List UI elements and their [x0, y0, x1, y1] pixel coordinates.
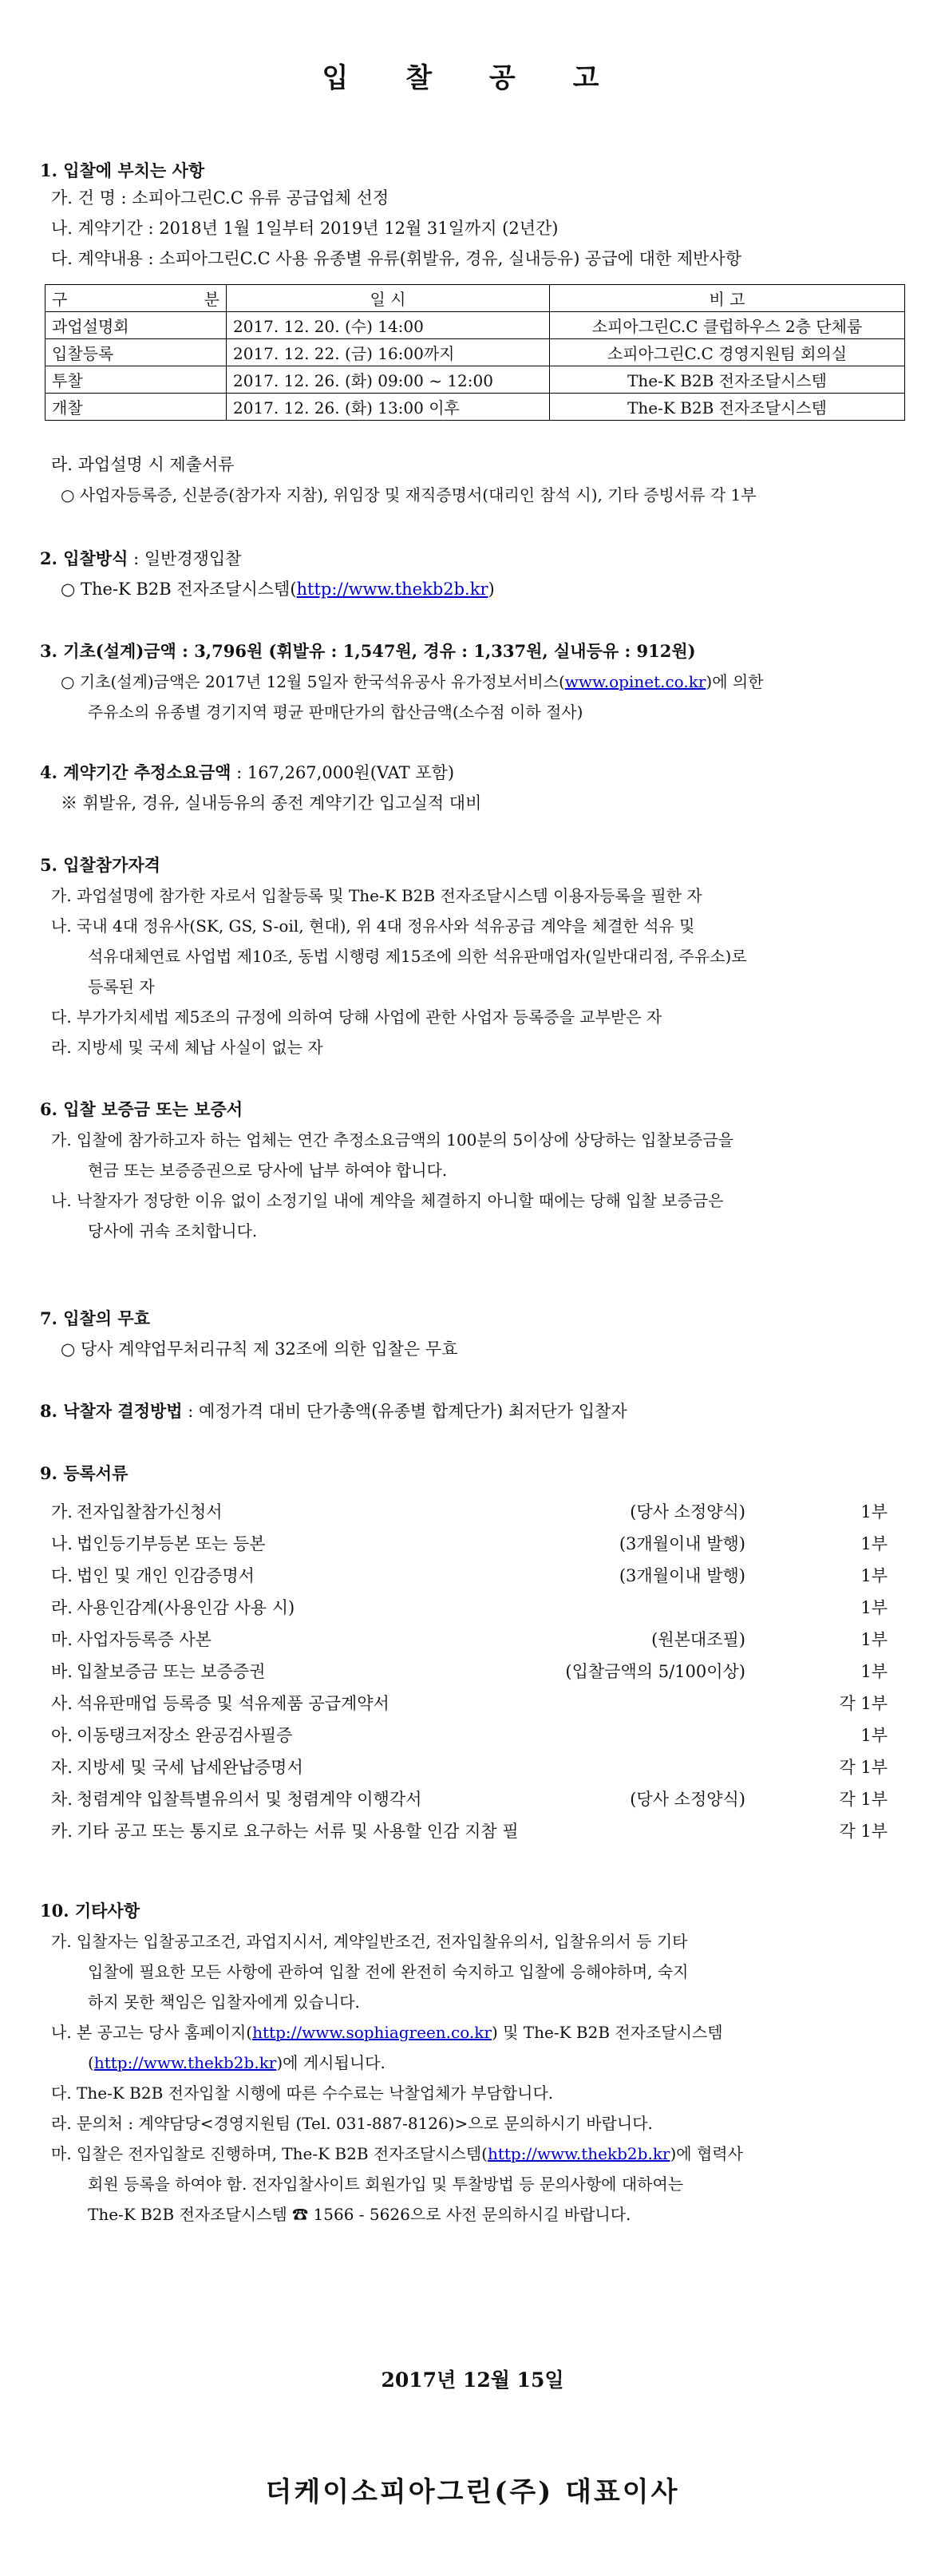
table-cell: 개찰	[45, 394, 227, 421]
s1-line-2: 나. 계약기간 : 2018년 1월 1일부터 2019년 12월 31일까지 (2년간)	[51, 219, 559, 238]
table-row	[45, 312, 905, 339]
s10-line-2: 입찰에 필요한 모든 사항에 관하여 입찰 전에 완전히 숙지하고 입찰에 응해야하며, 숙지	[88, 1962, 689, 1981]
table-header-cell: 비 고	[550, 285, 905, 312]
table-cell: 소피아그린C.C 경영지원팀 회의실	[550, 339, 905, 366]
s5-line-3: 석유대체연료 사업법 제10조, 동법 시행령 제15조에 의한 석유판매업자(일반대리점, 주유소)로	[88, 947, 747, 966]
section-4-heading: 4. 계약기간 추정소요금액 : 167,267,000원(VAT 포함)	[40, 762, 455, 782]
s1-line-4: 라. 과업설명 시 제출서류	[51, 455, 235, 474]
s10-line-8: 마. 입찰은 전자입찰로 진행하며, The-K B2B 전자조달시스템(http://www.thekb2b.kr)에 협력사	[51, 2144, 743, 2163]
table-header-cell: 일 시	[227, 285, 550, 312]
table-cell: 소피아그린C.C 클럽하우스 2층 단체룸	[550, 312, 905, 339]
s6-line-3: 나. 낙찰자가 정당한 이유 없이 소정기일 내에 계약을 체결하지 아니할 때에는 당해 입찰 보증금은	[51, 1191, 724, 1210]
table-cell: 입찰등록	[45, 339, 227, 366]
table-row	[45, 339, 905, 366]
section-3-heading: 3. 기초(설계)금액 : 3,796원 (휘발유 : 1,547원, 경유 : 1,337원, 실내등유 : 912원)	[40, 641, 696, 661]
bid-notice-page: 입 찰 공 고 1. 입찰에 부치는 사항 가. 건 명 : 소피아그린C.C 유류 공급업체 선정 나. 계약기간 : 2018년 1월 1일부터 2019년 12월 31일까지 (2년간) 다. 계약내용 : 소피아그린C.C 사용 유종별 유류(휘발유, 경유, 실내등유) 공급에 대한 제반사항 구 분 일 시 비 고 과업설명회 2017. 12. 20. (수) 14:00 소피아그린C.C 클럽하우스 2층 단체룸 입찰등록 2017. 12. 22. (금) 16:00까지 소피아그린C.C 경영지원팀 회의실 투찰 2017. 12. 26. (화) 09:00 ~ 12:00 The-K B2B 전자조달시스템 개찰 2017. 12. 26. (화) 13:00 이후 The-K B2B 전자조달시스템 라. 과업설명 시 제출서류 ○ 사업자등록증, 신분증(참가자 지참), 위임장 및 재직증명서(대리인 참석 시), 기타 증빙서류 각 1부 2. 입찰방식 : 일반경쟁입찰 ○ The-K B2B 전자조달시스템(http://www.thekb2b.kr) 3. 기초(설계)금액 : 3,796원 (휘발유 : 1,547원, 경유 : 1,337원, 실내등유 : 912원) ○ 기초(설계)금액은 2017년 12월 5일자 한국석유공사 유가정보서비스(www.opinet.co.kr)에 의한 주유소의 유종별 경기지역 평균 판매단가의 합산금액(소수점 이하 절사) 4. 계약기간 추정소요금액 : 167,267,000원(VAT 포함) ※ 휘발유, 경유, 실내등유의 종전 계약기간 입고실적 대비 5. 입찰참가자격 가. 과업설명에 참가한 자로서 입찰등록 및 The-K B2B 전자조달시스템 이용자등록을 필한 자 나. 국내 4대 정유사(SK, GS, S-oil, 현대), 위 4대 정유사와 석유공급 계약을 체결한 석유 및 석유대체연료 사업법 제10조, 동법 시행령 제15조에 의한 석유판매업자(일반대리점, 주유소)로 등록된 자 다. 부가가치세법 제5조의 규정에 의하여 당해 사업에 관한 사업자 등록증을 교부받은 자 라. 지방세 및 국세 체납 사실이 없는 자 6. 입찰 보증금 또는 보증서 가. 입찰에 참가하고자 하는 업체는 연간 추정소요금액의 100분의 5이상에 상당하는 입찰보증금을 현금 또는 보증증권으로 당사에 납부 하여야 합니다. 나. 낙찰자가 정당한 이유 없이 소정기일 내에 계약을 체결하지 아니할 때에는 당해 입찰 보증금은 당사에 귀속 조치합니다. 7. 입찰의 무효 ○ 당사 계약업무처리규칙 제 32조에 의한 입찰은 무효 8. 낙찰자 결정방법 : 예정가격 대비 단가총액(유종별 합계단가) 최저단가 입찰자 9. 등록서류 가. 전자입찰참가신청서 (당사 소정양식) 1부 나. 법인등기부등본 또는 등본 (3개월이내 발행) 1부 다. 법인 및 개인 인감증명서 (3개월이내 발행) 1부 라. 사용인감계(사용인감 사용 시) 1부 마. 사업자등록증 사본 (원본대조필) 1부 바. 입찰보증금 또는 보증증권 (입찰금액의 5/100이상) 1부 사. 석유판매업 등록증 및 석유제품 공급계약서 각 1부 아. 이동탱크저장소 완공검사필증 1부 자. 지방세 및 국세 납세완납증명서 각 1부 차. 청렴계약 입찰특별유의서 및 청렴계약 이행각서 (당사 소정양식) 각 1부 카. 기타 공고 또는 통지로 요구하는 서류 및 사용할 인감 지참 필 각 1부 10. 기타사항 가. 입찰자는 입찰공고조건, 과업지시서, 계약일반조건, 전자입찰유의서, 입찰유의서 등 기타 입찰에 필요한 모든 사항에 관하여 입찰 전에 완전히 숙지하고 입찰에 응해야하며, 숙지 하지 못한 책임은 입찰자에게 있습니다. 나. 본 공고는 당사 홈페이지(http://www.sophiagreen.co.kr) 및 The-K B2B 전자조달시스템 (http://www.thekb2b.kr)에 게시됩니다. 다. The-K B2B 전자입찰 시행에 따른 수수료는 낙찰업체가 부담합니다. 라. 문의처 : 계약담당<경영지원팀 (Tel. 031-887-8126)>으로 문의하시기 바랍니다. 마. 입찰은 전자입찰로 진행하며, The-K B2B 전자조달시스템(http://www.thekb2b.kr)에 협력사 회원 등록을 하여야 함. 전자입찰사이트 회원가입 및 투찰방법 등 문의사항에 대하여는 The-K B2B 전자조달시스템 ☎ 1566 - 5626으로 사전 문의하시길 바랍니다. 2017년 12월 15일 더케이소피아그린(주) 대표이사	[0, 0, 945, 2576]
s1-line-1: 가. 건 명 : 소피아그린C.C 유류 공급업체 선정	[51, 188, 389, 208]
s5-line-1: 가. 과업설명에 참가한 자로서 입찰등록 및 The-K B2B 전자조달시스템 이용자등록을 필한 자	[51, 886, 702, 905]
table-cell: The-K B2B 전자조달시스템	[550, 394, 905, 421]
s3-line-1: ○ 기초(설계)금액은 2017년 12월 5일자 한국석유공사 유가정보서비스(www.opinet.co.kr)에 의한	[61, 672, 764, 691]
s3-line-2: 주유소의 유종별 경기지역 평균 판매단가의 합산금액(소수점 이하 절사)	[88, 702, 583, 722]
section-6-heading: 6. 입찰 보증금 또는 보증서	[40, 1099, 243, 1119]
s10-line-3: 하지 못한 책임은 입찰자에게 있습니다.	[88, 1992, 360, 2012]
s10-line-5: (http://www.thekb2b.kr)에 게시됩니다.	[88, 2053, 386, 2072]
company-signature: 더케이소피아그린(주) 대표이사	[265, 2476, 680, 2508]
table-header-cell: 구 분	[45, 285, 227, 312]
section-1-heading: 1. 입찰에 부치는 사항	[40, 160, 205, 180]
s10-line-4: 나. 본 공고는 당사 홈페이지(http://www.sophiagreen.co.kr) 및 The-K B2B 전자조달시스템	[51, 2023, 723, 2042]
table-cell: 2017. 12. 26. (화) 09:00 ~ 12:00	[227, 366, 550, 394]
table-cell: 2017. 12. 26. (화) 13:00 이후	[227, 394, 550, 421]
notice-date: 2017년 12월 15일	[381, 2368, 564, 2392]
s10-line-9: 회원 등록을 하여야 함. 전자입찰사이트 회원가입 및 투찰방법 등 문의사항에 대하여는	[88, 2174, 684, 2194]
s6-line-1: 가. 입찰에 참가하고자 하는 업체는 연간 추정소요금액의 100분의 5이상에 상당하는 입찰보증금을	[51, 1130, 733, 1150]
section-7-heading: 7. 입찰의 무효	[40, 1308, 150, 1328]
s5-line-4: 등록된 자	[88, 977, 155, 996]
s5-line-6: 라. 지방세 및 국세 체납 사실이 없는 자	[51, 1038, 323, 1057]
thekb2b-link[interactable]: http://www.thekb2b.kr	[487, 2144, 670, 2163]
table-cell: 2017. 12. 20. (수) 14:00	[227, 312, 550, 339]
section-9-heading: 9. 등록서류	[40, 1463, 129, 1483]
s5-line-5: 다. 부가가치세법 제5조의 규정에 의하여 당해 사업에 관한 사업자 등록증을 교부받은 자	[51, 1007, 662, 1027]
section-2-heading: 2. 입찰방식 : 일반경쟁입찰	[40, 548, 242, 568]
s6-line-4: 당사에 귀속 조치합니다.	[88, 1221, 258, 1241]
s1-line-5: ○ 사업자등록증, 신분증(참가자 지참), 위임장 및 재직증명서(대리인 참석 시), 기타 증빙서류 각 1부	[61, 485, 757, 505]
section-10-heading: 10. 기타사항	[40, 1901, 140, 1921]
s10-line-7: 라. 문의처 : 계약담당<경영지원팀 (Tel. 031-887-8126)>으로 문의하시기 바랍니다.	[51, 2114, 653, 2133]
thekb2b-link[interactable]: http://www.thekb2b.kr	[296, 580, 488, 599]
sophiagreen-link[interactable]: http://www.sophiagreen.co.kr	[252, 2023, 492, 2042]
section-8-heading: 8. 낙찰자 결정방법 : 예정가격 대비 단가총액(유종별 합계단가) 최저단가 입찰자	[40, 1401, 627, 1421]
s5-line-2: 나. 국내 4대 정유사(SK, GS, S-oil, 현대), 위 4대 정유사와 석유공급 계약을 체결한 석유 및	[51, 916, 695, 936]
s2-line-1: ○ The-K B2B 전자조달시스템(http://www.thekb2b.kr)	[61, 580, 495, 599]
table-cell: The-K B2B 전자조달시스템	[550, 366, 905, 394]
s6-line-2: 현금 또는 보증증권으로 당사에 납부 하여야 합니다.	[88, 1161, 448, 1180]
s7-line-1: ○ 당사 계약업무처리규칙 제 32조에 의한 입찰은 무효	[61, 1339, 458, 1359]
s4-line-1: ※ 휘발유, 경유, 실내등유의 종전 계약기간 입고실적 대비	[61, 793, 482, 813]
s1-line-3: 다. 계약내용 : 소피아그린C.C 사용 유종별 유류(휘발유, 경유, 실내등유) 공급에 대한 제반사항	[51, 249, 741, 268]
schedule-table	[45, 284, 905, 421]
s10-line-6: 다. The-K B2B 전자입찰 시행에 따른 수수료는 낙찰업체가 부담합니다.	[51, 2083, 554, 2103]
table-row	[45, 394, 905, 421]
page-title: 입 찰 공 고	[322, 62, 623, 94]
section-5-heading: 5. 입찰참가자격	[40, 855, 160, 875]
thekb2b-link[interactable]: http://www.thekb2b.kr	[93, 2053, 277, 2072]
table-row	[45, 366, 905, 394]
opinet-link[interactable]: www.opinet.co.kr	[564, 672, 706, 691]
s10-line-10: The-K B2B 전자조달시스템 ☎ 1566 - 5626으로 사전 문의하시길 바랍니다.	[88, 2205, 631, 2224]
s10-line-1: 가. 입찰자는 입찰공고조건, 과업지시서, 계약일반조건, 전자입찰유의서, 입찰유의서 등 기타	[51, 1932, 688, 1951]
table-cell: 2017. 12. 22. (금) 16:00까지	[227, 339, 550, 366]
table-cell: 투찰	[45, 366, 227, 394]
table-header-row	[45, 285, 905, 312]
table-cell: 과업설명회	[45, 312, 227, 339]
